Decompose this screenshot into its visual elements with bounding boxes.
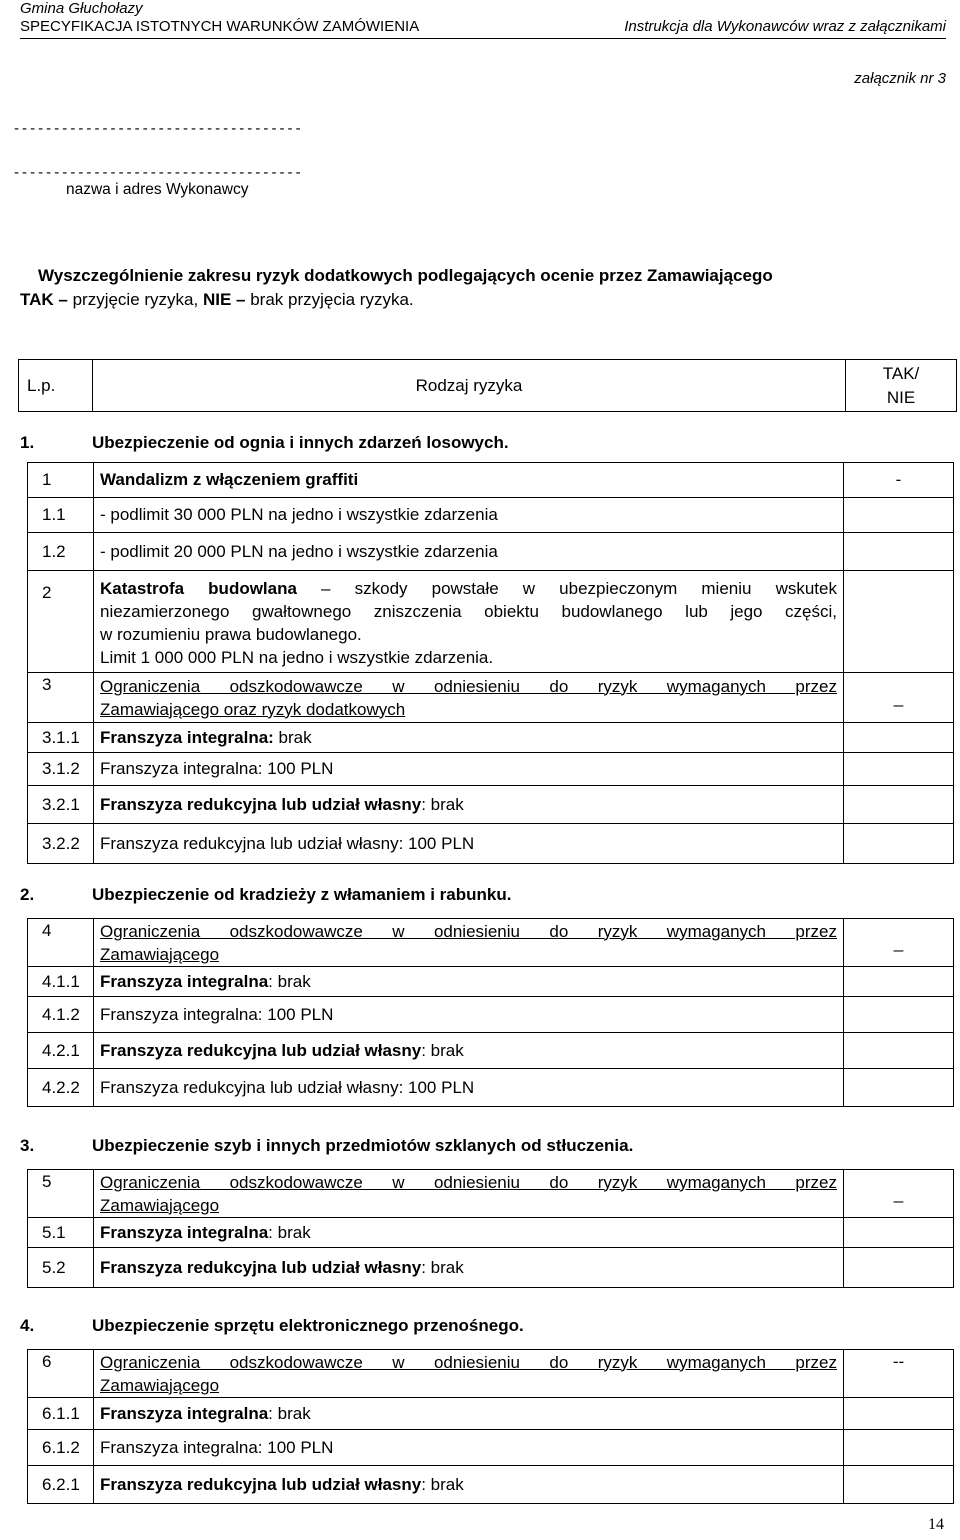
nie-text: brak przyjęcia ryzyka. [245,290,414,309]
row-lp: 4.1.1 [28,967,94,997]
row-value [844,1466,954,1504]
row-bold: Franszyza integralna [100,1403,269,1423]
row-lp: 3 [28,673,94,723]
table-row [28,786,954,824]
row-line: Ograniczenia odszkodowawcze w odniesieniu do ryzyk wymaganych przez [100,1172,837,1192]
row-rest: : brak [421,1040,464,1060]
section-1-num: 1. [20,433,35,452]
section-3-text: Ubezpieczenie szyb i innych przedmiotów szklanych od stłuczenia. [92,1136,634,1155]
row-value [844,1248,954,1288]
row-text [94,786,844,824]
row-lp: 4.2.1 [28,1033,94,1069]
document-subtitle [20,290,414,310]
row-line: Limit 1 000 000 PLN na jedno i wszystkie zdarzenia. [100,648,494,667]
row-lp: 3.2.1 [28,786,94,824]
row-value [844,498,954,533]
row-line: Ograniczenia odszkodowawcze w odniesieniu do ryzyk wymaganych przez [100,921,837,941]
row-value: _ [844,919,954,967]
row-line: Zamawiającego [100,944,220,964]
signature-dash-line-2: ------------------------------------ [14,164,304,181]
row-rest: : brak [421,1474,464,1494]
header-tak: TAK/ [882,363,920,383]
row-value: _ [844,673,954,723]
table-section-1 [27,462,954,864]
row-line: w rozumieniu prawa budowlanego. [100,625,362,644]
table-row [28,1218,954,1248]
page-number: 14 [928,1516,944,1533]
table-row [28,1466,954,1504]
section-1-text: Ubezpieczenie od ognia i innych zdarzeń losowych. [92,433,509,452]
row-lp: 4.2.2 [28,1069,94,1107]
row-lp: 1.2 [28,533,94,571]
header-doc-title: SPECYFIKACJA ISTOTNYCH WARUNKÓW ZAMÓWIENIA [20,18,420,35]
table-row [28,997,954,1033]
row-text [94,1170,844,1218]
row-rest: : brak [268,1222,311,1242]
row-bold: Franszyza redukcyjna lub udział własny [100,1040,422,1060]
row-bold: Franszyza integralna: [100,727,274,747]
row-text [94,723,844,753]
row-line: Zamawiającego [100,1375,220,1395]
header-tak-nie [846,360,957,412]
row-text: Franszyza redukcyjna lub udział własny: 100 PLN [94,1069,844,1107]
table-row [28,723,954,753]
tak-label: TAK – [20,290,68,309]
section-4-title [20,1316,524,1336]
table-row [28,824,954,864]
row-line-text: szkody powstałe w ubezpieczonym mieniu wskutek [354,579,837,598]
row-value [844,997,954,1033]
row-value [844,1069,954,1107]
row-bold: Franszyza redukcyjna lub udział własny [100,1257,422,1277]
row-text [94,1248,844,1288]
row-line: Zamawiającego [100,1195,220,1215]
row-text [94,673,844,723]
row-value [844,753,954,786]
row-line: Ograniczenia odszkodowawcze w odniesieniu do ryzyk wymaganych przez [100,1352,837,1372]
table-row [28,1248,954,1288]
row-value [844,1398,954,1430]
row-text [94,967,844,997]
table-row [28,919,954,967]
row-lp: 2 [28,571,94,673]
row-text: - podlimit 20 000 PLN na jedno i wszystkie zdarzenia [94,533,844,571]
section-4-num: 4. [20,1316,35,1335]
header-lp: L.p. [19,360,93,412]
row-line: Katastrofa budowlana – szkody powstałe w ubezpieczonym mieniu wskutek [100,579,837,598]
row-text [94,1466,844,1504]
row-value [844,723,954,753]
document-title: Wyszczególnienie zakresu ryzyk dodatkowych podlegających ocenie przez Zamawiającego [38,266,773,285]
row-lp: 4.1.2 [28,997,94,1033]
row-lp: 6.1.2 [28,1430,94,1466]
table-row [28,1170,954,1218]
row-text [94,1350,844,1398]
table-row [28,1430,954,1466]
table-row [28,1033,954,1069]
table-row [28,673,954,723]
row-line: Zamawiającego oraz ryzyk dodatkowych [100,699,406,719]
nie-label: NIE – [202,290,246,309]
table-row [28,1398,954,1430]
row-value [844,1430,954,1466]
row-value [844,786,954,824]
section-3-title [20,1136,633,1156]
header-nie: NIE [886,387,916,407]
table-row [28,1350,954,1398]
header-row [20,18,946,39]
section-2-text: Ubezpieczenie od kradzieży z włamaniem i rabunku. [92,885,512,904]
row-text [94,1218,844,1248]
row-lp: 3.1.1 [28,723,94,753]
header-org: Gmina Głuchołazy [20,0,143,17]
row-value: -- [844,1350,954,1398]
row-lp: 6 [28,1350,94,1398]
row-text: Franszyza redukcyjna lub udział własny: 100 PLN [94,824,844,864]
row-bold: Franszyza integralna [100,971,269,991]
table-row [28,1069,954,1107]
row-value [844,1033,954,1069]
row-bold: Franszyza redukcyjna lub udział własny [100,1474,422,1494]
section-2-title [20,885,511,905]
table-section-2 [27,918,954,1107]
tak-text: przyjęcie ryzyka, [67,290,203,309]
attachment-label: załącznik nr 3 [854,70,946,87]
signature-dash-line-1: ------------------------------------ [14,120,304,137]
row-text: Franszyza integralna: 100 PLN [94,997,844,1033]
row-value: _ [844,1170,954,1218]
row-rest: : brak [421,794,464,814]
table-row [28,463,954,498]
table-row [28,753,954,786]
header-right-title: Instrukcja dla Wykonawców wraz z załącznikami [624,18,946,35]
section-2-num: 2. [20,885,35,904]
row-bold: Franszyza redukcyjna lub udział własny [100,794,422,814]
row-value [844,571,954,673]
row-rest: : brak [421,1257,464,1277]
row-lp: 1.1 [28,498,94,533]
row-text [94,1398,844,1430]
row-value [844,533,954,571]
row-text: Franszyza integralna: 100 PLN [94,753,844,786]
row-rest: brak [273,727,312,747]
row-lp: 6.1.1 [28,1398,94,1430]
row-lp: 3.2.2 [28,824,94,864]
section-4-text: Ubezpieczenie sprzętu elektronicznego przenośnego. [92,1316,524,1335]
row-lp: 3.1.2 [28,753,94,786]
row-lp: 4 [28,919,94,967]
row-line: Ograniczenia odszkodowawcze w odniesieniu do ryzyk wymaganych przez [100,676,837,696]
row-value [844,1218,954,1248]
table-row [28,571,954,673]
table-section-4 [27,1349,954,1504]
row-text: - podlimit 30 000 PLN na jedno i wszystkie zdarzenia [94,498,844,533]
row-text [94,919,844,967]
row-rest: : brak [268,971,311,991]
row-bold: Franszyza integralna [100,1222,269,1242]
row-bold: Katastrofa budowlana [100,579,297,598]
page-header [20,0,946,39]
table-section-3 [27,1169,954,1288]
row-text: Franszyza integralna: 100 PLN [94,1430,844,1466]
row-value [844,967,954,997]
section-1-title [20,433,509,453]
table-row [28,533,954,571]
section-3-num: 3. [20,1136,35,1155]
table-row [28,967,954,997]
row-text [94,1033,844,1069]
table-header [18,359,957,412]
row-rest: : brak [268,1403,311,1423]
header-rodzaj: Rodzaj ryzyka [93,360,846,412]
row-lp: 5.2 [28,1248,94,1288]
table-row [28,498,954,533]
row-line: niezamierzonego gwałtownego zniszczenia obiektu budowlanego lub jego części, [100,602,837,621]
row-value [844,824,954,864]
row-lp: 5.1 [28,1218,94,1248]
row-text [94,571,844,673]
row-lp: 5 [28,1170,94,1218]
table-header-row [19,360,957,412]
signature-label: nazwa i adres Wykonawcy [66,181,249,198]
row-lp: 6.2.1 [28,1466,94,1504]
row-value: - [844,463,954,498]
row-lp: 1 [28,463,94,498]
row-text: Wandalizm z włączeniem graffiti [94,463,844,498]
